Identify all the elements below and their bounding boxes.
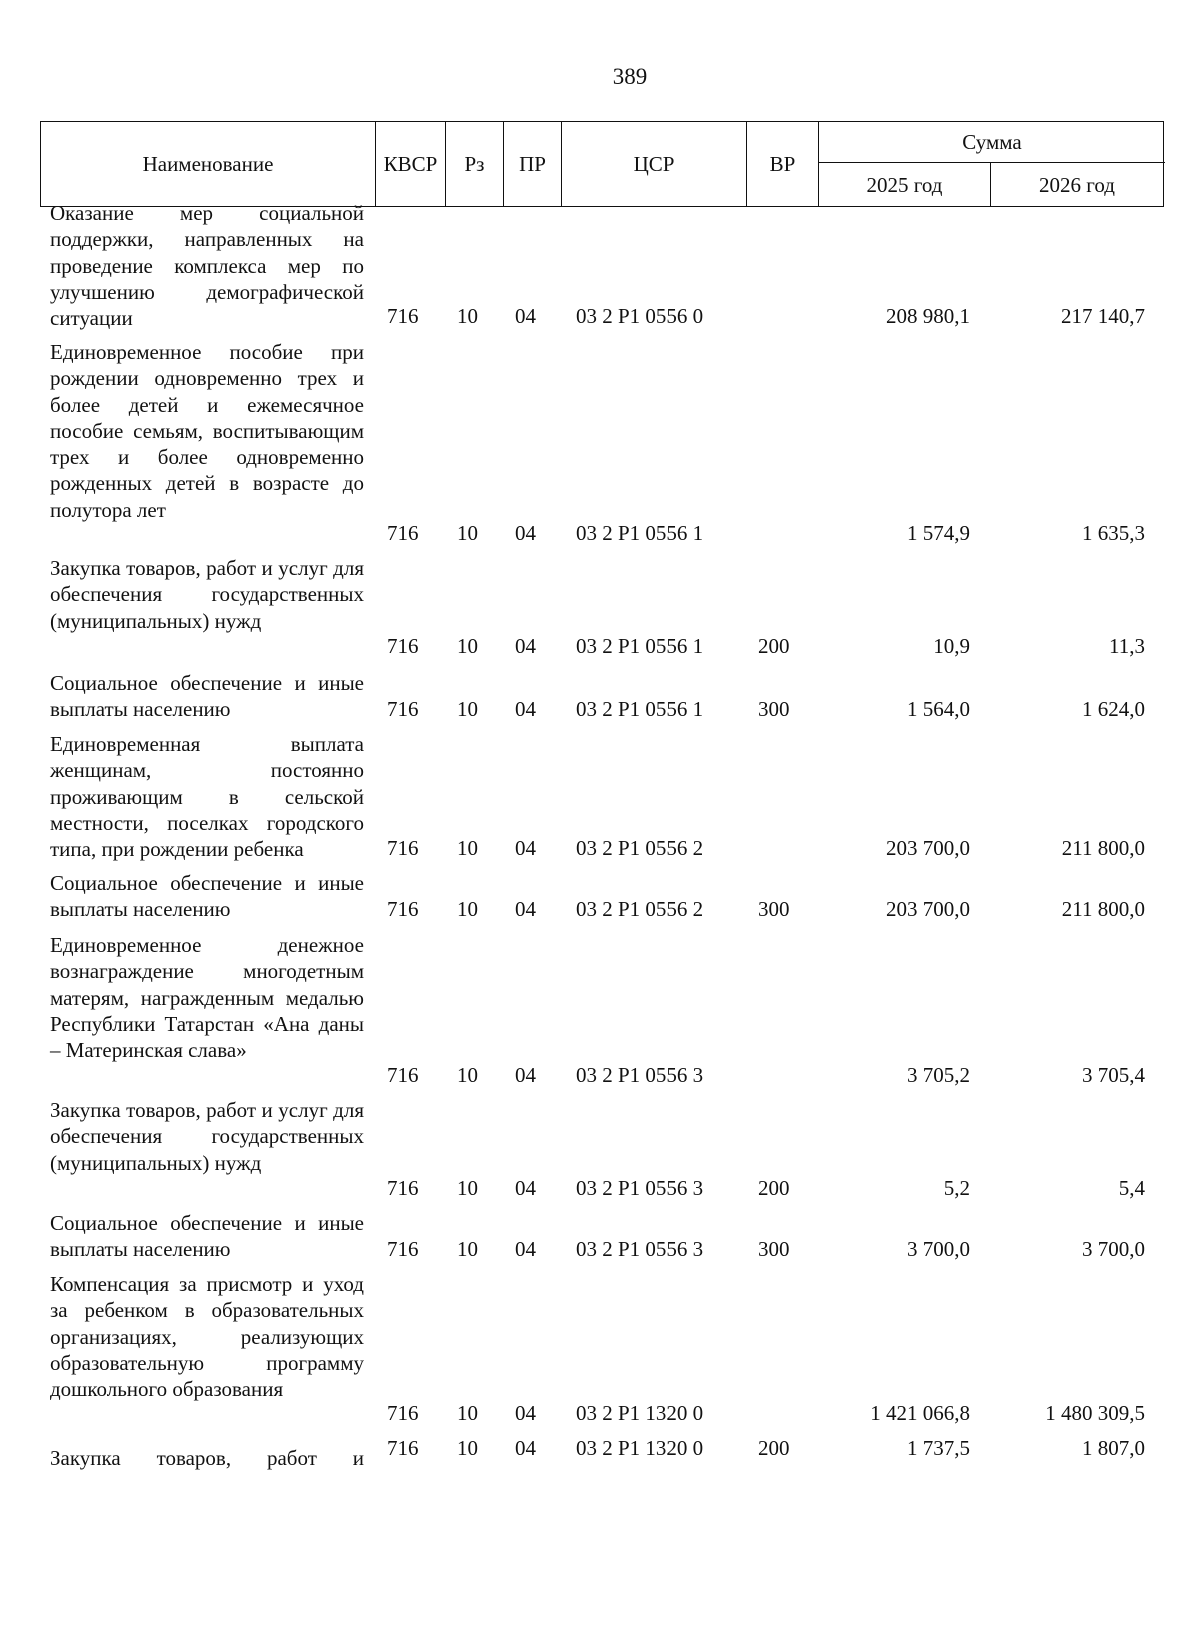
row-sum-2025: 3 700,0 bbox=[907, 1237, 970, 1261]
row-sum-2026: 217 140,7 bbox=[1061, 304, 1145, 328]
row-csr: 03 2 P1 0556 3 bbox=[576, 1063, 704, 1087]
row-sum-2026: 1 480 309,5 bbox=[1045, 1401, 1145, 1425]
row-pr: 04 bbox=[515, 1176, 536, 1200]
row-name: Единовременное пособие при рождении одновременно трех и более детей и ежемесячное пособие семьям, воспитывающим трех и более одновременно рожденных детей в возрасте до полутора лет bbox=[50, 340, 364, 522]
row-rz: 10 bbox=[457, 1436, 478, 1460]
row-kvsr: 716 bbox=[387, 836, 419, 860]
row-rz: 10 bbox=[457, 1063, 478, 1087]
header-pr: ПР bbox=[504, 122, 562, 206]
row-vr: 200 bbox=[758, 634, 790, 658]
row-rz: 10 bbox=[457, 634, 478, 658]
row-csr: 03 2 P1 0556 3 bbox=[576, 1176, 704, 1200]
row-kvsr: 716 bbox=[387, 1063, 419, 1087]
row-sum-2025: 5,2 bbox=[943, 1176, 970, 1200]
header-csr: ЦСР bbox=[562, 122, 747, 206]
row-name: Оказание мер социальной поддержки, направленных на проведение комплекса мер по улучшению демографической ситуации bbox=[50, 201, 364, 331]
row-sum-2025: 208 980,1 bbox=[886, 304, 970, 328]
row-rz: 10 bbox=[457, 1401, 478, 1425]
row-csr: 03 2 P1 0556 1 bbox=[576, 697, 704, 721]
row-name: Закупка товаров, работ и услуг для обеспечения государственных (муниципальных) нужд bbox=[50, 1098, 364, 1175]
row-rz: 10 bbox=[457, 521, 478, 545]
row-sum-2025: 1 574,9 bbox=[907, 521, 970, 545]
row-rz: 10 bbox=[457, 1237, 478, 1261]
row-name: Социальное обеспечение и иные выплаты населению bbox=[50, 1211, 364, 1262]
header-kvsr: КВСР bbox=[376, 122, 446, 206]
row-kvsr: 716 bbox=[387, 634, 419, 658]
row-csr: 03 2 P1 0556 2 bbox=[576, 836, 704, 860]
row-pr: 04 bbox=[515, 836, 536, 860]
row-vr: 200 bbox=[758, 1176, 790, 1200]
row-csr: 03 2 P1 1320 0 bbox=[576, 1436, 704, 1460]
row-name: Закупка товаров, работ и услуг для обеспечения государственных (муниципальных) нужд bbox=[50, 556, 364, 633]
row-pr: 04 bbox=[515, 634, 536, 658]
row-sum-2025: 203 700,0 bbox=[886, 897, 970, 921]
row-sum-2025: 203 700,0 bbox=[886, 836, 970, 860]
header-rz: Рз bbox=[446, 122, 504, 206]
header-vr: ВР bbox=[747, 122, 819, 206]
row-pr: 04 bbox=[515, 1401, 536, 1425]
row-name: Социальное обеспечение и иные выплаты населению bbox=[50, 671, 364, 722]
row-kvsr: 716 bbox=[387, 697, 419, 721]
row-pr: 04 bbox=[515, 521, 536, 545]
row-pr: 04 bbox=[515, 1063, 536, 1087]
row-rz: 10 bbox=[457, 1176, 478, 1200]
row-sum-2026: 1 807,0 bbox=[1082, 1436, 1145, 1460]
row-kvsr: 716 bbox=[387, 1436, 419, 1460]
row-name: Единовременное денежное вознаграждение многодетным матерям, награжденным медалью Республики Татарстан «Ана даны – Материнская слава» bbox=[50, 933, 364, 1063]
row-sum-2026: 3 700,0 bbox=[1082, 1237, 1145, 1261]
row-csr: 03 2 P1 0556 1 bbox=[576, 634, 704, 658]
row-csr: 03 2 P1 0556 1 bbox=[576, 521, 704, 545]
row-kvsr: 716 bbox=[387, 1401, 419, 1425]
row-sum-2026: 211 800,0 bbox=[1061, 836, 1145, 860]
header-sum: Сумма bbox=[819, 122, 1165, 163]
row-rz: 10 bbox=[457, 697, 478, 721]
page-number: 389 bbox=[612, 64, 648, 89]
row-name: Компенсация за присмотр и уход за ребенком в образовательных организациях, реализующих образовательную программу дошкольного образования bbox=[50, 1272, 364, 1402]
header-year-2026: 2026 год bbox=[1039, 172, 1115, 197]
row-kvsr: 716 bbox=[387, 521, 419, 545]
row-kvsr: 716 bbox=[387, 1176, 419, 1200]
row-vr: 300 bbox=[758, 1237, 790, 1261]
row-vr: 200 bbox=[758, 1436, 790, 1460]
row-pr: 04 bbox=[515, 1436, 536, 1460]
row-vr: 300 bbox=[758, 897, 790, 921]
row-sum-2026: 3 705,4 bbox=[1082, 1063, 1145, 1087]
row-sum-2025: 1 564,0 bbox=[907, 697, 970, 721]
row-name: Единовременная выплата женщинам, постоянно проживающим в сельской местности, поселках городского типа, при рождении ребенка bbox=[50, 732, 364, 862]
row-sum-2025: 1 737,5 bbox=[907, 1436, 970, 1460]
row-pr: 04 bbox=[515, 1237, 536, 1261]
row-pr: 04 bbox=[515, 697, 536, 721]
row-rz: 10 bbox=[457, 897, 478, 921]
row-sum-2026: 11,3 bbox=[1109, 634, 1145, 658]
row-rz: 10 bbox=[457, 304, 478, 328]
row-sum-2026: 211 800,0 bbox=[1061, 897, 1145, 921]
row-kvsr: 716 bbox=[387, 1237, 419, 1261]
row-pr: 04 bbox=[515, 897, 536, 921]
header-year-2025: 2025 год bbox=[819, 163, 991, 207]
header-name: Наименование bbox=[41, 122, 376, 206]
row-sum-2025: 1 421 066,8 bbox=[870, 1401, 970, 1425]
row-csr: 03 2 P1 0556 2 bbox=[576, 897, 704, 921]
row-csr: 03 2 P1 1320 0 bbox=[576, 1401, 704, 1425]
row-sum-2025: 10,9 bbox=[933, 634, 970, 658]
row-sum-2026: 5,4 bbox=[1118, 1176, 1145, 1200]
row-kvsr: 716 bbox=[387, 304, 419, 328]
row-sum-2025: 3 705,2 bbox=[907, 1063, 970, 1087]
row-vr: 300 bbox=[758, 697, 790, 721]
row-sum-2026: 1 624,0 bbox=[1082, 697, 1145, 721]
row-pr: 04 bbox=[515, 304, 536, 328]
row-kvsr: 716 bbox=[387, 897, 419, 921]
row-csr: 03 2 P1 0556 0 bbox=[576, 304, 704, 328]
row-name: Закупка товаров, работ и bbox=[50, 1446, 364, 1470]
row-rz: 10 bbox=[457, 836, 478, 860]
row-sum-2026: 1 635,3 bbox=[1082, 521, 1145, 545]
row-name: Социальное обеспечение и иные выплаты населению bbox=[50, 871, 364, 922]
row-csr: 03 2 P1 0556 3 bbox=[576, 1237, 704, 1261]
